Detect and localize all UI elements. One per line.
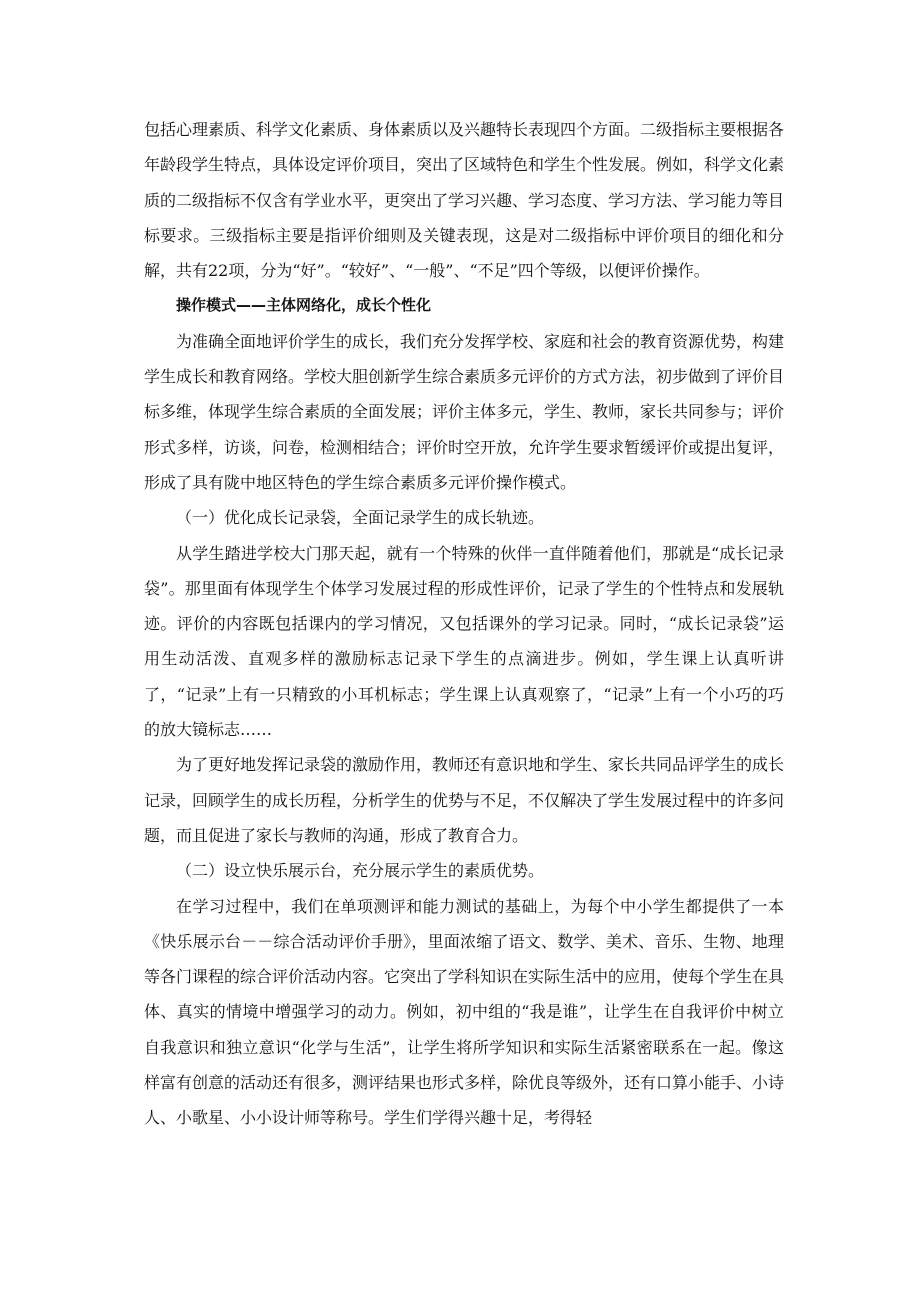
paragraph-indicators: 包括心理素质、科学文化素质、身体素质以及兴趣特长表现四个方面。二级指标主要根据各年龄段学生特点，具体设定评价项目，突出了区域特色和学生个性发展。例如，科学文化素质的二级指标不仅含有学业水平，更突出了学习兴趣、学习态度、学习方法、学习能力等目标要求。三级指标主要是指评价细则及关键表现，这是对二级指标中评价项目的细化和分解，共有22项，分为“好”。“较好”、“一般”、“不足”四个等级，以便评价操作。: [144, 120, 785, 281]
paragraph-happy-stage: 在学习过程中，我们在单项测评和能力测试的基础上，为每个中小学生都提供了一本《快乐展示台－－综合活动评价手册》，里面浓缩了语文、数学、美术、音乐、生物、地理等各门课程的综合评价活动内容。它突出了学科知识在实际生活中的应用，使每个学生在具体、真实的情境中增强学习的动力。例如，初中组的“我是谁”，让学生在自我评价中树立自我意识和独立意识“化学与生活”，让学生将所学知识和实际生活紧密联系在一起。像这样富有创意的活动还有很多，测评结果也形式多样，除优良等级外，还有口算小能手、小诗人、小歌星、小小设计师等称号。学生们学得兴趣十足，考得轻: [144, 896, 785, 1128]
paragraph-growth-record: 从学生踏进学校大门那天起，就有一个特殊的伙伴一直伴随着他们，那就是“成长记录袋”。那里面有体现学生个体学习发展过程的形成性评价，记录了学生的个性特点和发展轨迹。评价的内容既包括课内的学习情况，又包括课外的学习记录。同时，“成长记录袋”运用生动活泼、直观多样的激励标志记录下学生的点滴进步。例如，学生课上认真听讲了，“记录”上有一只精致的小耳机标志；学生课上认真观察了，“记录”上有一个小巧的巧的放大镜标志……: [144, 543, 784, 740]
section-heading: 操作模式——主体网络化，成长个性化: [176, 296, 432, 315]
subheading-growth-record: （一）优化成长记录袋，全面记录学生的成长轨迹。: [176, 508, 545, 528]
document-body: [144, 112, 784, 1136]
subheading-happy-stage: （二）设立快乐展示台，充分展示学生的素质优势。: [176, 861, 545, 881]
paragraph-record-incentive: 为了更好地发挥记录袋的激励作用，教师还有意识地和学生、家长共同品评学生的成长记录，回顾学生的成长历程，分析学生的优势与不足，不仅解决了学生发展过程中的许多问题，而且促进了家长与教师的沟通，形成了教育合力。: [144, 755, 785, 845]
paragraph-network: 为准确全面地评价学生的成长，我们充分发挥学校、家庭和社会的教育资源优势，构建学生成长和教育网络。学校大胆创新学生综合素质多元评价的方式方法，初步做到了评价目标多维，体现学生综合素质的全面发展；评价主体多元，学生、教师，家长共同参与；评价形式多样，访谈，问卷，检测相结合；评价时空开放，允许学生要求暂缓评价或提出复评，形成了具有陇中地区特色的学生综合素质多元评价操作模式。: [144, 331, 785, 492]
